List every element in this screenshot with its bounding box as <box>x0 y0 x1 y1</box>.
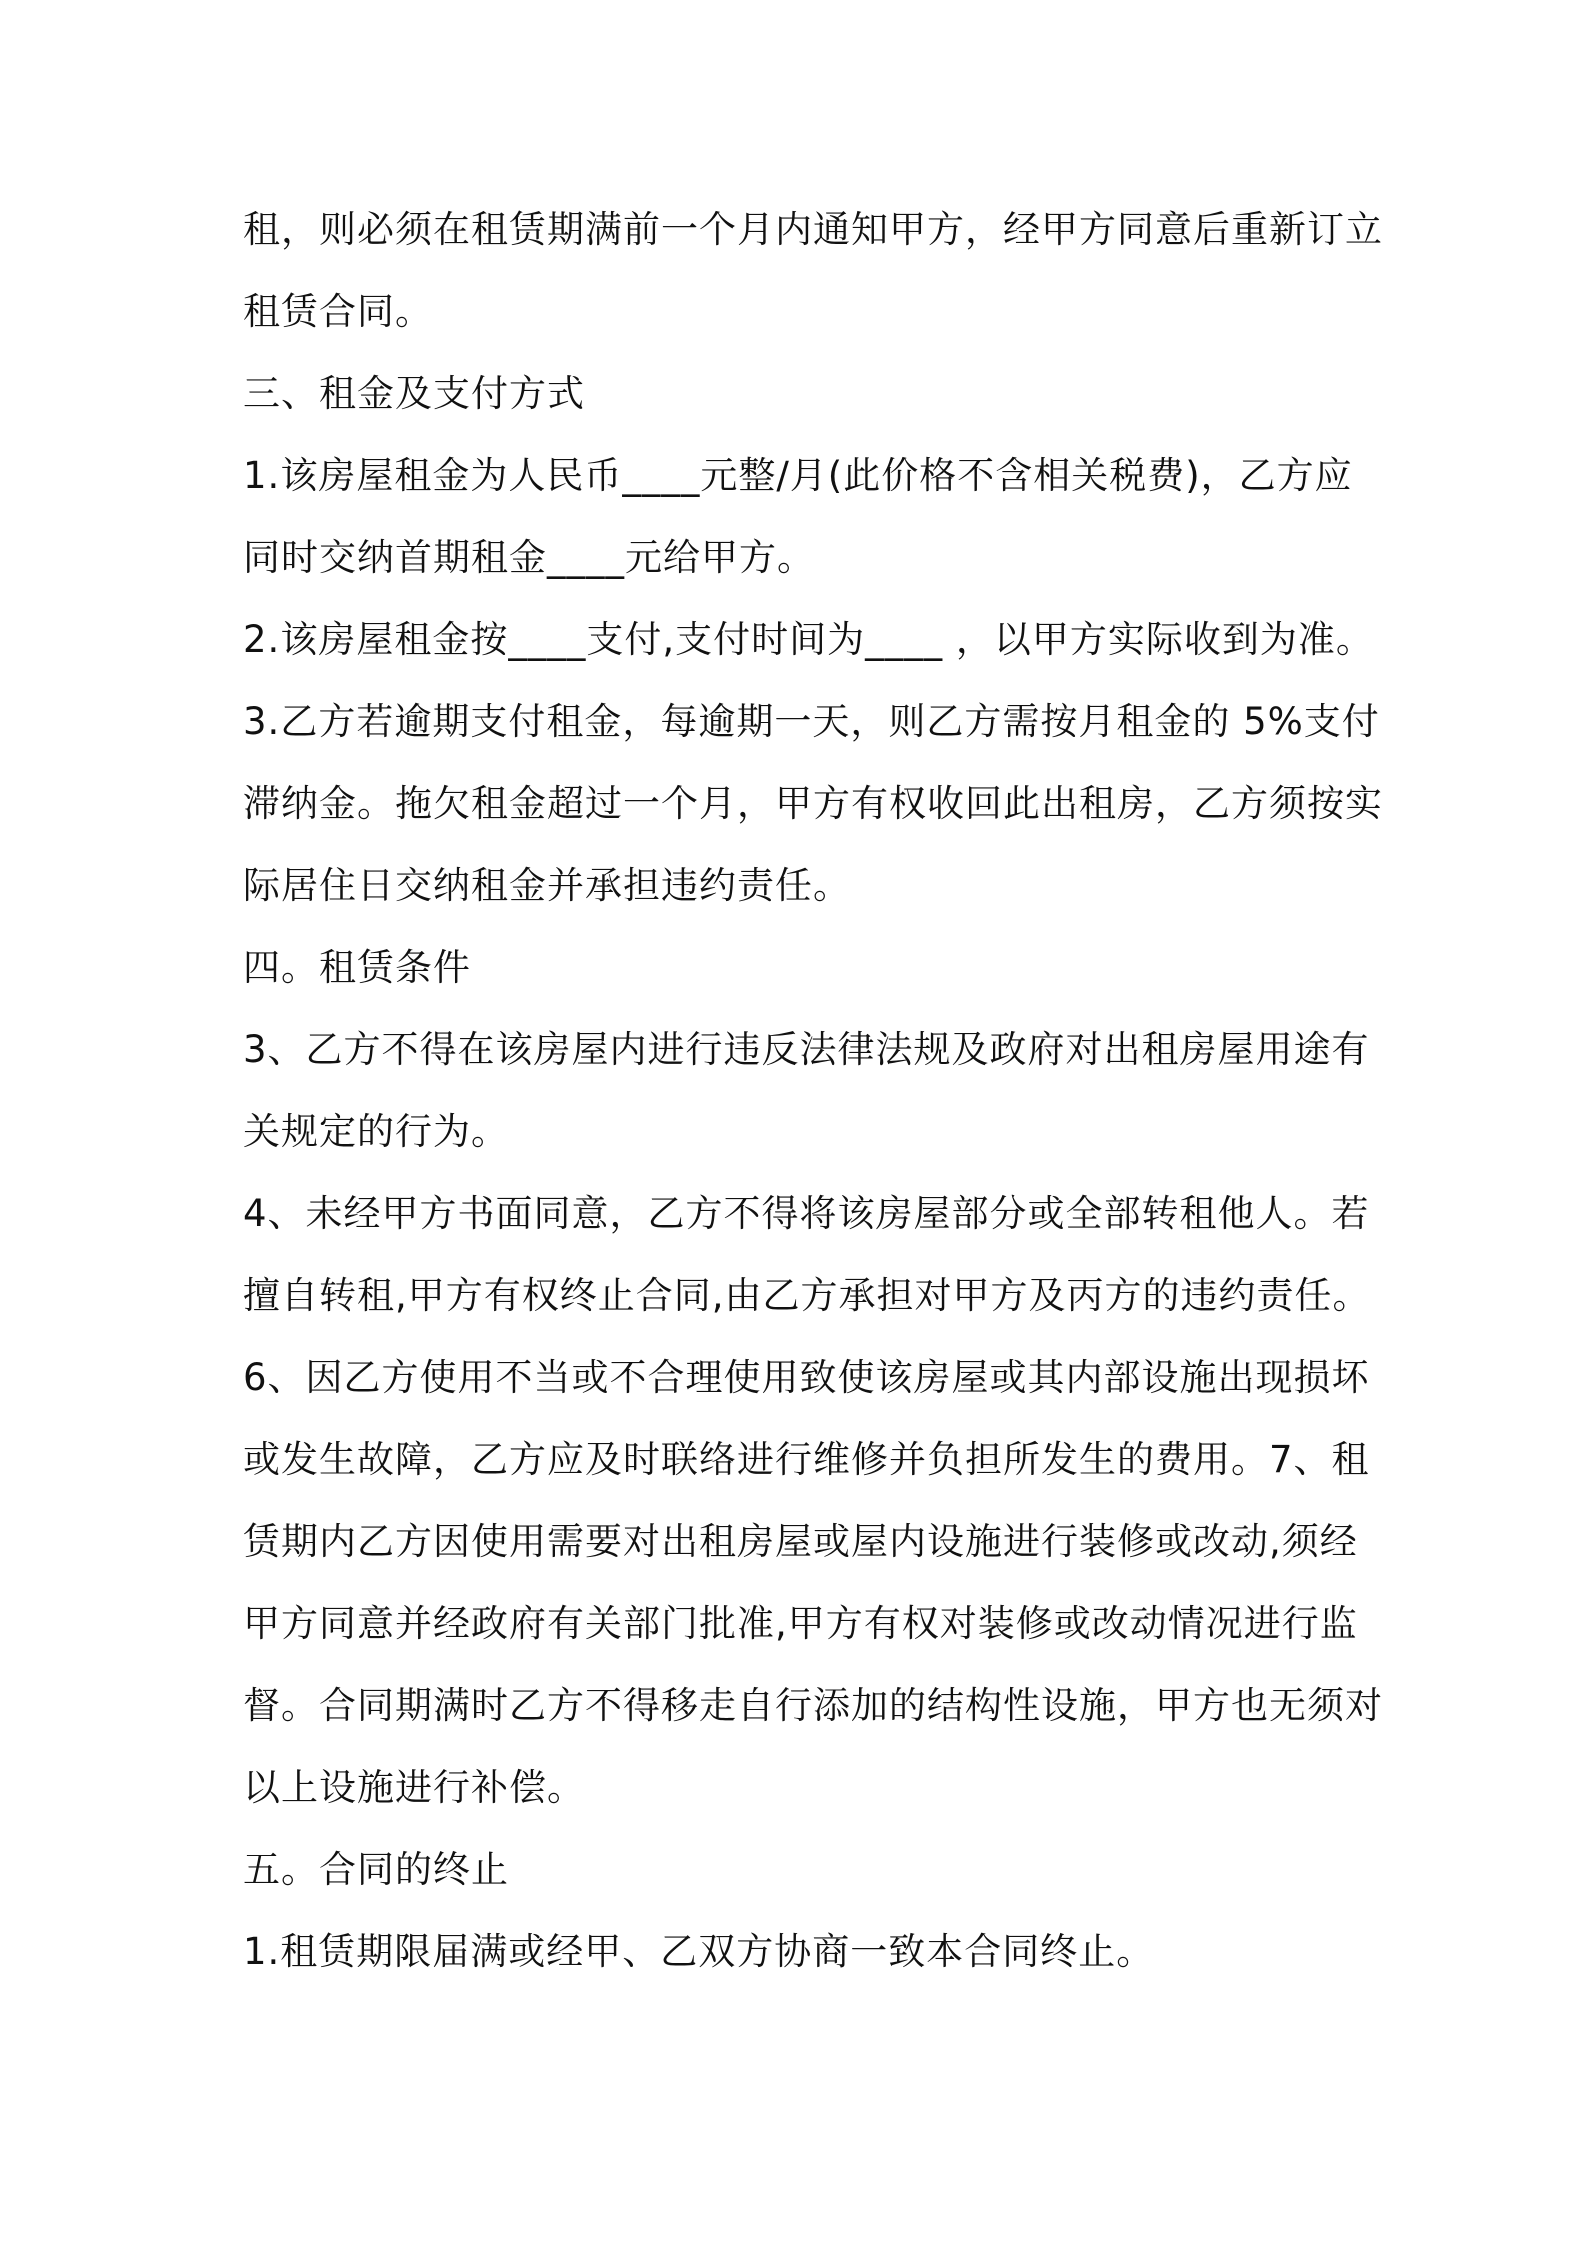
text-line: 以上设施进行补偿。 <box>243 1766 585 1809</box>
text-line: 滞 纳 金 。 拖 欠 租 金 超 过 一 个 月 ， 甲 方 有 权 收 回 此 出 租 房 ， 乙 方 须 按 实 <box>243 782 1383 825</box>
text-line: 1 . 该 房 屋 租 金 为 人 民 币 _ _ _ _ 元 整 / 月 ( 此 价 格 不 含 相 关 税 费 ) ， 乙 方 应 <box>243 454 1353 497</box>
text-line: 或 发 生 故 障 ， 乙 方 应 及 时 联 络 进 行 维 修 并 负 担 所 发 生 的 费 用 。 7 、 租 <box>243 1438 1370 1481</box>
text-line: 关规定的行为。 <box>243 1110 509 1153</box>
section-heading: 三、租金及支付方式 <box>243 372 585 415</box>
section-heading: 五。合同的终止 <box>243 1848 509 1891</box>
text-line: 租赁合同。 <box>243 290 433 333</box>
text-line: 甲 方 同 意 并 经 政 府 有 关 部 门 批 准 , 甲 方 有 权 对 装 修 或 改 动 情 况 进 行 监 <box>243 1602 1358 1645</box>
text-line: 擅 自 转 租 , 甲 方 有 权 终 止 合 同 , 由 乙 方 承 担 对 甲 方 及 丙 方 的 违 约 责 任 。 <box>243 1274 1371 1317</box>
section-heading: 四。租赁条件 <box>243 946 471 989</box>
text-line: 督 。 合 同 期 满 时 乙 方 不 得 移 走 自 行 添 加 的 结 构 性 设 施 ， 甲 方 也 无 须 对 <box>243 1684 1383 1727</box>
text-line: 2 . 该 房 屋 租 金 按 _ _ _ _ 支 付 , 支 付 时 间 为 _ _ _ _ ， 以 甲 方 实 际 收 到 为 准 。 <box>243 618 1374 661</box>
text-line: 租 ， 则 必 须 在 租 赁 期 满 前 一 个 月 内 通 知 甲 方 ， 经 甲 方 同 意 后 重 新 订 立 <box>243 208 1383 251</box>
text-line: 4 、 未 经 甲 方 书 面 同 意 ， 乙 方 不 得 将 该 房 屋 部 分 或 全 部 转 租 他 人 。 若 <box>243 1192 1370 1235</box>
text-line: 3 . 乙 方 若 逾 期 支 付 租 金 ， 每 逾 期 一 天 ， 则 乙 方 需 按 月 租 金 的 5 % 支 付 <box>243 700 1380 743</box>
text-line: 6 、 因 乙 方 使 用 不 当 或 不 合 理 使 用 致 使 该 房 屋 或 其 内 部 设 施 出 现 损 坏 <box>243 1356 1370 1399</box>
text-line: 际居住日交纳租金并承担违约责任。 <box>243 864 851 907</box>
text-line: 1.租赁期限届满或经甲、乙双方协商一致本合同终止。 <box>243 1930 1155 1973</box>
text-line: 3 、 乙 方 不 得 在 该 房 屋 内 进 行 违 反 法 律 法 规 及 政 府 对 出 租 房 屋 用 途 有 <box>243 1028 1370 1071</box>
text-line: 赁 期 内 乙 方 因 使 用 需 要 对 出 租 房 屋 或 屋 内 设 施 进 行 装 修 或 改 动 , 须 经 <box>243 1520 1358 1563</box>
text-line: 同时交纳首期租金____元给甲方。 <box>243 536 815 579</box>
